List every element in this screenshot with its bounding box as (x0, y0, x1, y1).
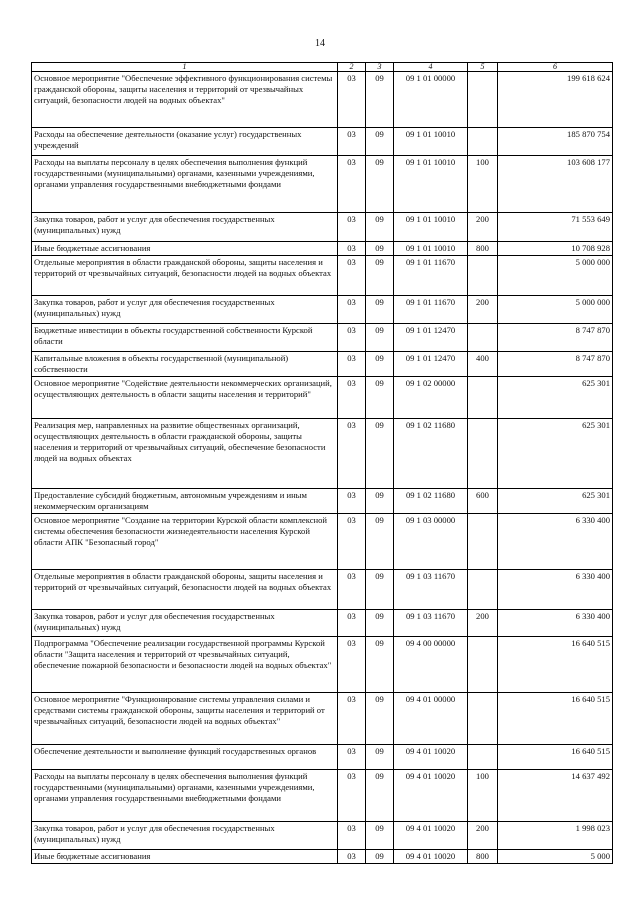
row-subsection: 09 (366, 693, 394, 745)
row-expense-type (468, 570, 498, 610)
row-amount: 625 301 (498, 419, 613, 489)
row-section: 03 (338, 377, 366, 419)
row-target-code: 09 1 03 00000 (394, 514, 468, 570)
column-header: 1 (32, 63, 338, 72)
row-target-code: 09 4 00 00000 (394, 637, 468, 693)
row-amount: 71 553 649 (498, 213, 613, 242)
table-body (32, 72, 613, 864)
row-name: Бюджетные инвестиции в объекты государственной собственности Курской области (32, 324, 338, 352)
row-section: 03 (338, 324, 366, 352)
row-subsection: 09 (366, 637, 394, 693)
table-row (32, 850, 613, 864)
row-amount: 5 000 000 (498, 256, 613, 296)
row-section: 03 (338, 850, 366, 864)
column-header: 4 (394, 63, 468, 72)
row-amount: 1 998 023 (498, 822, 613, 850)
table-row (32, 822, 613, 850)
row-subsection: 09 (366, 570, 394, 610)
row-name: Закупка товаров, работ и услуг для обеспечения государственных (муниципальных) нужд (32, 296, 338, 324)
row-section: 03 (338, 256, 366, 296)
row-name: Отдельные мероприятия в области гражданской обороны, защиты населения и территорий от чрезвычайных ситуаций, безопасности людей на водных объектах (32, 570, 338, 610)
row-expense-type: 600 (468, 489, 498, 514)
row-target-code: 09 1 01 11670 (394, 296, 468, 324)
row-name: Основное мероприятие "Функционирование системы управления силами и средствами системы гражданской обороны, защиты населения и территорий от чрезвычайных ситуаций, безопасности людей на водных объектах" (32, 693, 338, 745)
row-amount: 8 747 870 (498, 352, 613, 377)
row-section: 03 (338, 514, 366, 570)
row-amount: 5 000 000 (498, 296, 613, 324)
row-expense-type: 400 (468, 352, 498, 377)
row-subsection: 09 (366, 324, 394, 352)
row-name: Расходы на выплаты персоналу в целях обеспечения выполнения функций государственными (муниципальными) органами, казенными учреждениями, органами управления государственными внебюджетными фондами (32, 770, 338, 822)
row-amount: 16 640 515 (498, 745, 613, 770)
header-row (32, 63, 613, 72)
row-amount: 10 708 928 (498, 242, 613, 256)
table-row (32, 72, 613, 128)
row-subsection: 09 (366, 610, 394, 637)
row-subsection: 09 (366, 128, 394, 156)
table-row (32, 213, 613, 242)
table-row (32, 419, 613, 489)
row-amount: 8 747 870 (498, 324, 613, 352)
row-section: 03 (338, 770, 366, 822)
row-expense-type (468, 377, 498, 419)
row-target-code: 09 4 01 00000 (394, 693, 468, 745)
row-subsection: 09 (366, 419, 394, 489)
row-expense-type (468, 256, 498, 296)
page-number: 14 (315, 38, 325, 49)
row-name: Отдельные мероприятия в области гражданской обороны, защиты населения и территорий от чрезвычайных ситуаций, безопасности людей на водных объектах (32, 256, 338, 296)
row-section: 03 (338, 822, 366, 850)
table-row (32, 324, 613, 352)
row-section: 03 (338, 352, 366, 377)
row-name: Обеспечение деятельности и выполнение функций государственных органов (32, 745, 338, 770)
row-name: Основное мероприятие "Создание на территории Курской области комплексной системы обеспечения безопасности жизнедеятельности населения Курской области АПК "Безопасный город" (32, 514, 338, 570)
row-section: 03 (338, 419, 366, 489)
row-amount: 16 640 515 (498, 637, 613, 693)
row-amount: 5 000 (498, 850, 613, 864)
row-expense-type: 200 (468, 610, 498, 637)
row-name: Закупка товаров, работ и услуг для обеспечения государственных (муниципальных) нужд (32, 822, 338, 850)
row-target-code: 09 4 01 10020 (394, 850, 468, 864)
row-target-code: 09 4 01 10020 (394, 745, 468, 770)
column-header: 5 (468, 63, 498, 72)
row-expense-type: 200 (468, 822, 498, 850)
row-subsection: 09 (366, 377, 394, 419)
row-amount: 14 637 492 (498, 770, 613, 822)
row-expense-type (468, 324, 498, 352)
row-target-code: 09 1 02 00000 (394, 377, 468, 419)
row-target-code: 09 1 01 12470 (394, 324, 468, 352)
row-section: 03 (338, 610, 366, 637)
table-row (32, 770, 613, 822)
row-amount: 6 330 400 (498, 570, 613, 610)
table-row (32, 377, 613, 419)
row-target-code: 09 1 01 12470 (394, 352, 468, 377)
table-row (32, 745, 613, 770)
budget-table (31, 62, 613, 864)
row-section: 03 (338, 489, 366, 514)
table-row (32, 693, 613, 745)
row-amount: 199 618 624 (498, 72, 613, 128)
row-name: Предоставление субсидий бюджетным, автономным учреждениям и иным некоммерческим организациям (32, 489, 338, 514)
row-expense-type: 800 (468, 850, 498, 864)
row-subsection: 09 (366, 822, 394, 850)
row-section: 03 (338, 72, 366, 128)
table-row (32, 570, 613, 610)
row-subsection: 09 (366, 72, 394, 128)
column-header: 3 (366, 63, 394, 72)
row-name: Подпрограмма "Обеспечение реализации государственной программы Курской области "Защита населения и территорий от чрезвычайных ситуаций, обеспечение пожарной безопасности и безопасности людей на водных объектах" (32, 637, 338, 693)
row-subsection: 09 (366, 770, 394, 822)
row-expense-type (468, 72, 498, 128)
row-name: Основное мероприятие "Содействие деятельности некоммерческих организаций, осуществляющих деятельность в области защиты населения и территорий" (32, 377, 338, 419)
row-name: Закупка товаров, работ и услуг для обеспечения государственных (муниципальных) нужд (32, 213, 338, 242)
row-section: 03 (338, 296, 366, 324)
table-row (32, 256, 613, 296)
row-subsection: 09 (366, 745, 394, 770)
table-row (32, 514, 613, 570)
row-target-code: 09 1 01 00000 (394, 72, 468, 128)
row-expense-type: 200 (468, 296, 498, 324)
table-row (32, 296, 613, 324)
row-target-code: 09 1 03 11670 (394, 570, 468, 610)
row-amount: 6 330 400 (498, 610, 613, 637)
table-row (32, 352, 613, 377)
row-target-code: 09 1 02 11680 (394, 489, 468, 514)
row-subsection: 09 (366, 242, 394, 256)
row-name: Основное мероприятие "Обеспечение эффективного функционирования системы гражданской обороны, защиты населения и территорий от чрезвычайных ситуаций, безопасности людей на водных объектах" (32, 72, 338, 128)
row-name: Закупка товаров, работ и услуг для обеспечения государственных (муниципальных) нужд (32, 610, 338, 637)
row-name: Расходы на обеспечение деятельности (оказание услуг) государственных учреждений (32, 128, 338, 156)
row-subsection: 09 (366, 296, 394, 324)
row-amount: 625 301 (498, 489, 613, 514)
row-target-code: 09 1 01 10010 (394, 156, 468, 213)
row-subsection: 09 (366, 213, 394, 242)
row-subsection: 09 (366, 352, 394, 377)
row-subsection: 09 (366, 850, 394, 864)
row-target-code: 09 1 02 11680 (394, 419, 468, 489)
row-name: Иные бюджетные ассигнования (32, 850, 338, 864)
table-row (32, 242, 613, 256)
table-row (32, 610, 613, 637)
row-name: Иные бюджетные ассигнования (32, 242, 338, 256)
row-target-code: 09 4 01 10020 (394, 822, 468, 850)
row-expense-type (468, 514, 498, 570)
row-expense-type (468, 128, 498, 156)
row-section: 03 (338, 156, 366, 213)
row-section: 03 (338, 693, 366, 745)
table-row (32, 489, 613, 514)
row-section: 03 (338, 242, 366, 256)
row-expense-type (468, 745, 498, 770)
row-target-code: 09 1 01 10010 (394, 213, 468, 242)
row-target-code: 09 4 01 10020 (394, 770, 468, 822)
column-header: 6 (498, 63, 613, 72)
row-name: Капитальные вложения в объекты государственной (муниципальной) собственности (32, 352, 338, 377)
row-section: 03 (338, 637, 366, 693)
row-target-code: 09 1 01 10010 (394, 128, 468, 156)
row-section: 03 (338, 128, 366, 156)
row-expense-type: 200 (468, 213, 498, 242)
row-name: Реализация мер, направленных на развитие общественных организаций, осуществляющих деятельность в области гражданской обороны, защиты населения и территорий от чрезвычайных ситуаций, обеспечение безопасности людей на водных объектах (32, 419, 338, 489)
row-expense-type: 100 (468, 770, 498, 822)
row-section: 03 (338, 570, 366, 610)
row-subsection: 09 (366, 514, 394, 570)
row-amount: 185 870 754 (498, 128, 613, 156)
row-expense-type: 800 (468, 242, 498, 256)
row-subsection: 09 (366, 256, 394, 296)
row-name: Расходы на выплаты персоналу в целях обеспечения выполнения функций государственными (муниципальными) органами, казенными учреждениями, органами управления государственными внебюджетными фондами (32, 156, 338, 213)
table-row (32, 128, 613, 156)
column-header: 2 (338, 63, 366, 72)
row-target-code: 09 1 01 10010 (394, 242, 468, 256)
row-section: 03 (338, 745, 366, 770)
row-expense-type (468, 693, 498, 745)
row-subsection: 09 (366, 489, 394, 514)
row-expense-type (468, 637, 498, 693)
row-amount: 103 608 177 (498, 156, 613, 213)
row-expense-type: 100 (468, 156, 498, 213)
row-section: 03 (338, 213, 366, 242)
row-target-code: 09 1 01 11670 (394, 256, 468, 296)
row-amount: 625 301 (498, 377, 613, 419)
row-subsection: 09 (366, 156, 394, 213)
row-amount: 6 330 400 (498, 514, 613, 570)
row-expense-type (468, 419, 498, 489)
table-row (32, 637, 613, 693)
row-target-code: 09 1 03 11670 (394, 610, 468, 637)
row-amount: 16 640 515 (498, 693, 613, 745)
table-row (32, 156, 613, 213)
